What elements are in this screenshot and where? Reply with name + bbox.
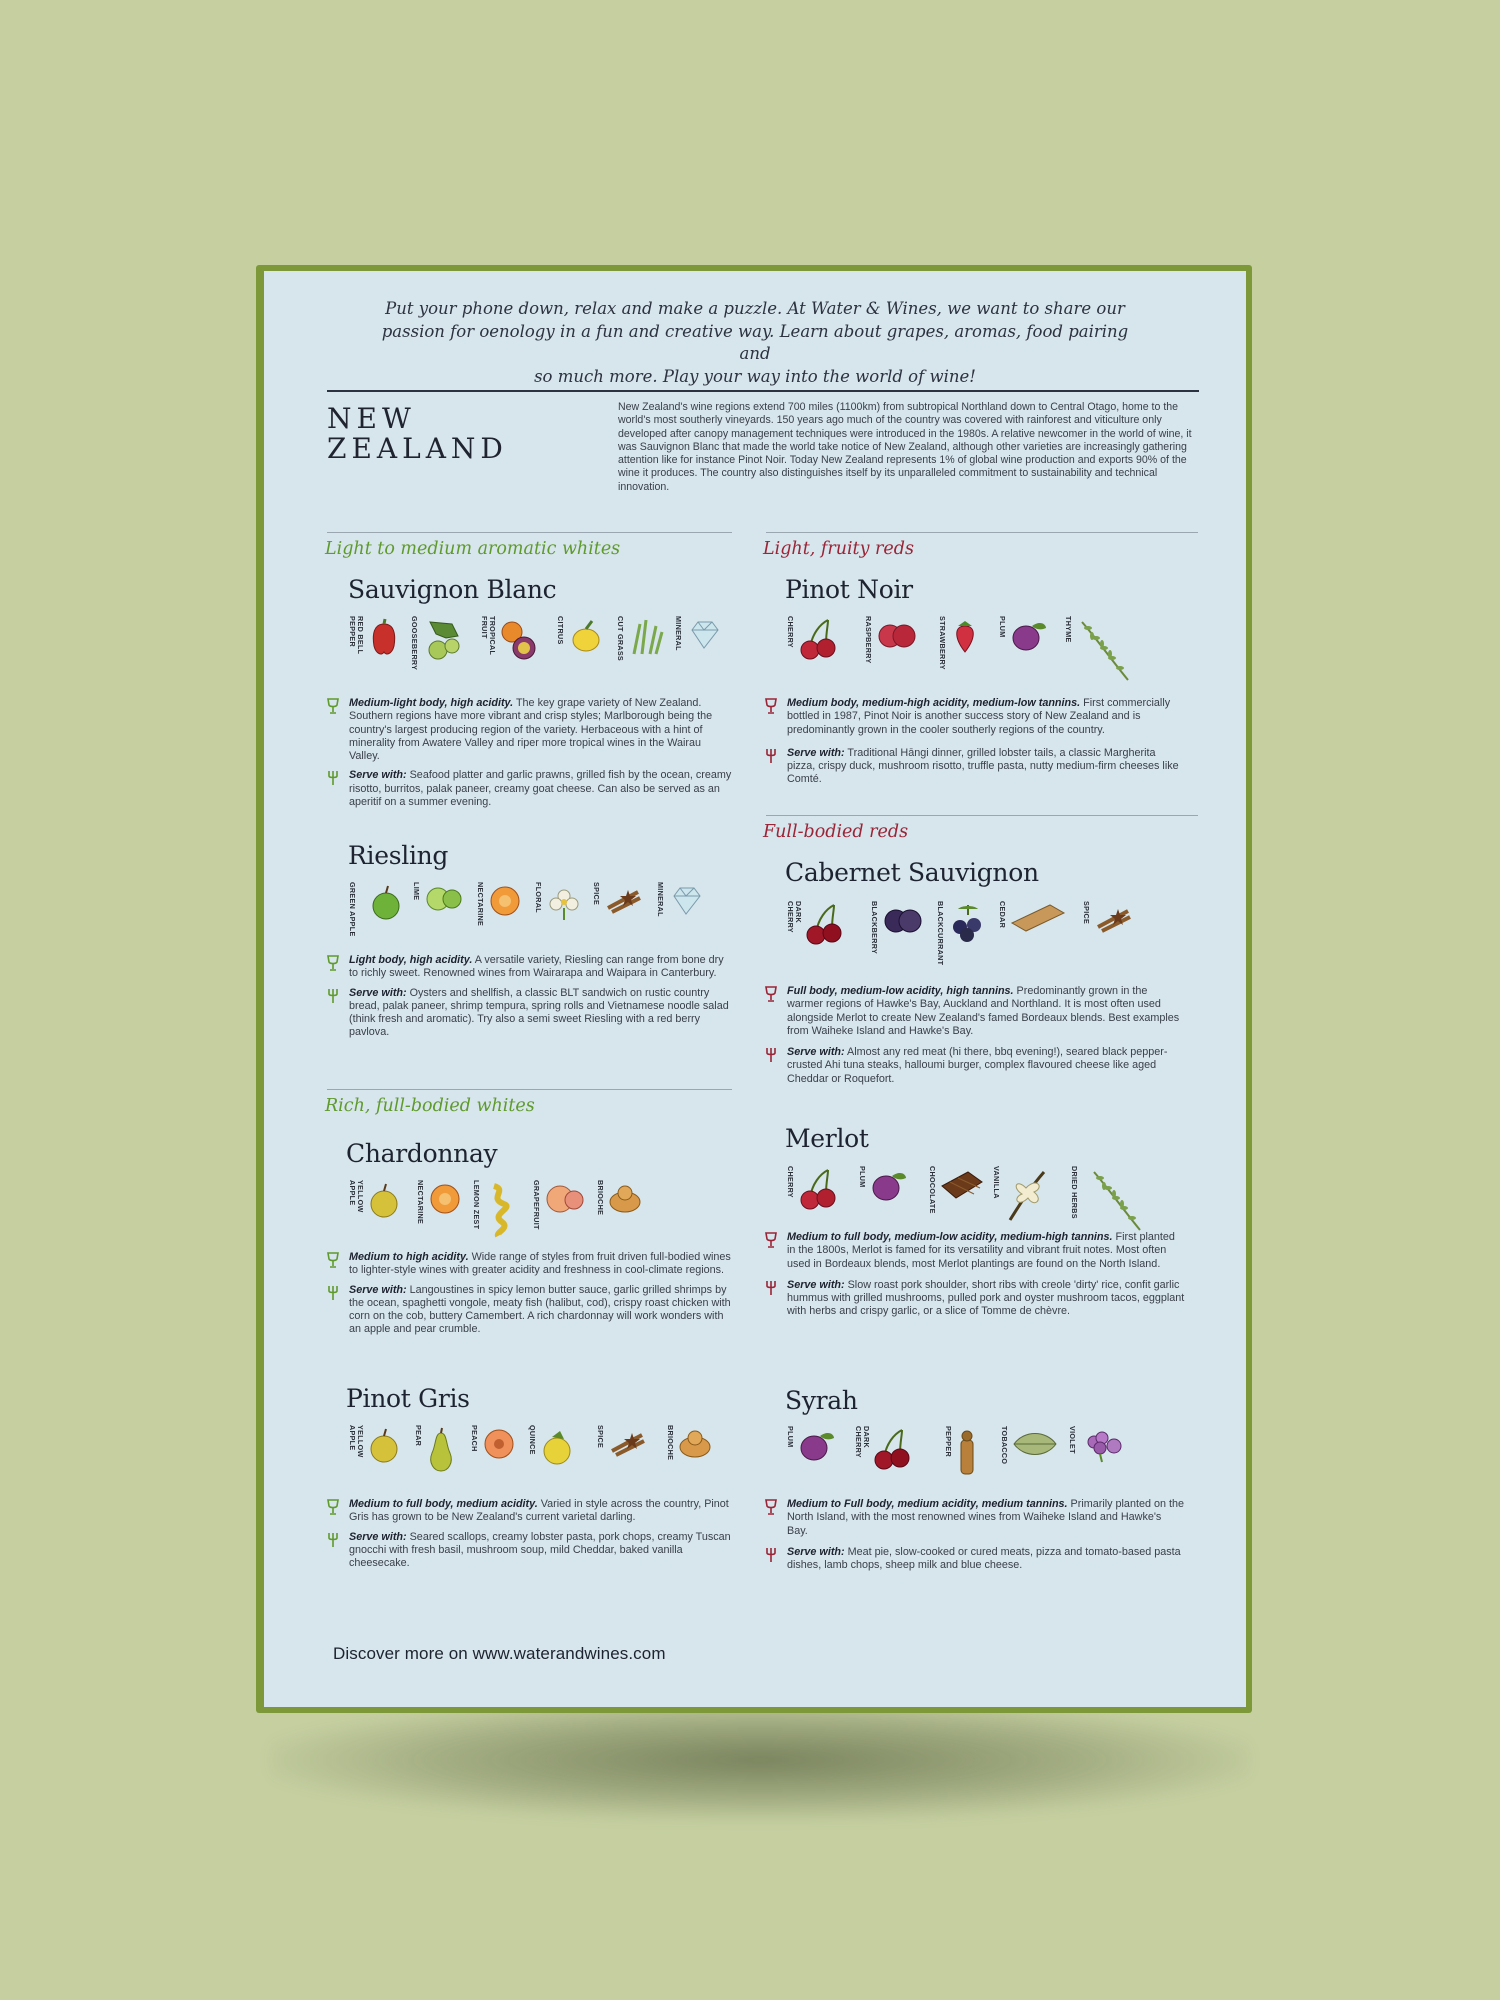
dried-herbs-icon bbox=[1088, 1168, 1144, 1232]
wine-title-chardonnay: Chardonnay bbox=[346, 1139, 498, 1168]
serve-text: Traditional Hāngi dinner, grilled lobster tails, a classic Margherita pizza, crispy duck, mushroom risotto, truffle pasta, nutty medium-firm cheeses like Comté. bbox=[787, 746, 1179, 786]
section-title-light-whites: Light to medium aromatic whites bbox=[325, 539, 621, 559]
aroma-label: DARK CHERRY bbox=[854, 1426, 871, 1458]
chocolate-icon bbox=[940, 1168, 984, 1202]
fork-icon bbox=[765, 1280, 777, 1296]
notes-pinot-gris bbox=[327, 1498, 732, 1570]
intro-line: so much more. Play your way into the world of wine! bbox=[534, 366, 976, 386]
yellow-apple-icon bbox=[368, 1182, 400, 1222]
strawberry-icon bbox=[950, 618, 980, 654]
section-rule bbox=[766, 532, 1198, 533]
serve-text: Oysters and shellfish, a classic BLT sandwich on rustic country bread, palak paneer, shrimp tempura, spring rolls and Vietnamese noodle salad (think fresh and aromatic). Try also a semi sweet Riesling with a red berry pavlova. bbox=[349, 986, 729, 1039]
aroma-label: NECTARINE bbox=[476, 882, 485, 927]
notes-pinot-noir bbox=[765, 697, 1185, 787]
serve-text: Seared scallops, creamy lobster pasta, pork chops, creamy Tuscan gnocchi with fresh basil, mushroom soup, mild Cheddar, baked vanilla cheesecake. bbox=[349, 1530, 731, 1570]
aroma-label: CHOCOLATE bbox=[928, 1166, 937, 1214]
body-lead: Full body, medium-low acidity, high tannins. bbox=[787, 985, 1014, 997]
aroma-label: CUT GRASS bbox=[616, 616, 625, 662]
country-name-line: NEW bbox=[327, 402, 416, 435]
aroma-label: BLACKBERRY bbox=[870, 901, 879, 955]
section-rule bbox=[766, 815, 1198, 816]
aroma-row-chardonnay bbox=[348, 1180, 728, 1240]
grapefruit-icon bbox=[544, 1182, 584, 1216]
section-title-light-reds: Light, fruity reds bbox=[763, 539, 914, 559]
aroma-row-pinot-noir bbox=[786, 616, 1186, 676]
serve-note bbox=[765, 1046, 1185, 1086]
fork-icon bbox=[327, 1285, 339, 1301]
mineral-icon bbox=[688, 618, 720, 652]
body-note bbox=[327, 954, 732, 981]
aroma-label: GREEN APPLE bbox=[348, 882, 357, 937]
serve-text: Almost any red meat (hi there, bbq evening!), seared black pepper-crusted Ahi tuna steaks, halloumi burger, complex flavoured cheese like aged Cheddar or Roquefort. bbox=[787, 1046, 1168, 1085]
body-text: Wide range of styles from fruit driven full-bodied wines to lighter-style wines with greater acidity and freshness in cool-climate regions. bbox=[349, 1251, 731, 1277]
yellow-apple-icon bbox=[368, 1427, 400, 1467]
body-note bbox=[765, 697, 1185, 737]
serve-text: Langoustines in spicy lemon butter sauce, garlic grilled shrimps by the ocean, spaghetti vongole, meaty fish (halibut, cod), crispy roast chicken with corn on the cob, buttery Camembert. A rich chardonnay will work wonders with an apple and pear crumble. bbox=[349, 1283, 731, 1336]
serve-note bbox=[327, 1284, 732, 1337]
wine-title-riesling: Riesling bbox=[348, 841, 449, 870]
raspberry-icon bbox=[876, 618, 918, 652]
body-lead: Medium to high acidity. bbox=[349, 1251, 469, 1263]
body-text: Varied in style across the country, Pinot Gris has grown to be New Zealand's current varietal darling. bbox=[349, 1498, 729, 1524]
serve-text: Seafood platter and garlic prawns, grilled fish by the ocean, creamy risotto, burritos, palak paneer, creamy goat cheese. Can also be served as an aperitif on a summer evening. bbox=[349, 769, 732, 809]
aroma-label: THYME bbox=[1064, 616, 1073, 643]
blackberry-icon bbox=[882, 903, 924, 937]
serve-text: Meat pie, slow-cooked or cured meats, pizza and tomato-based pasta dishes, lamb chops, sheep milk and blue cheese. bbox=[787, 1545, 1181, 1572]
pepper-mill-icon bbox=[956, 1428, 978, 1478]
aroma-row-pinot-gris bbox=[348, 1425, 728, 1485]
wine-title-syrah: Syrah bbox=[785, 1386, 858, 1415]
blackcurrant-icon bbox=[948, 903, 988, 943]
nectarine-icon bbox=[428, 1182, 462, 1216]
section-rule bbox=[327, 532, 732, 533]
body-lead: Medium body, medium-high acidity, medium-low tannins. bbox=[787, 697, 1081, 709]
info-panel bbox=[264, 271, 1246, 1707]
aroma-label: CITRUS bbox=[556, 616, 565, 645]
body-note bbox=[327, 1498, 732, 1525]
aroma-label: DRIED HERBS bbox=[1070, 1166, 1079, 1219]
dark-cherry-icon bbox=[872, 1428, 912, 1472]
notes-chardonnay bbox=[327, 1251, 732, 1337]
aroma-label: YELLOW APPLE bbox=[348, 1180, 365, 1213]
intro-line: Put your phone down, relax and make a puzzle. At Water & Wines, we want to share our bbox=[385, 299, 1125, 318]
header-rule bbox=[327, 390, 1199, 392]
pear-icon bbox=[426, 1427, 456, 1473]
intro-text bbox=[364, 298, 1146, 388]
aroma-label: STRAWBERRY bbox=[938, 616, 947, 670]
aroma-label: GOOSEBERRY bbox=[410, 616, 419, 671]
aroma-label: RASPBERRY bbox=[864, 616, 873, 664]
footer-link-text: Discover more on www.waterandwines.com bbox=[333, 1644, 666, 1663]
serve-note bbox=[327, 769, 732, 809]
fork-icon bbox=[765, 1547, 777, 1563]
plum-icon bbox=[1010, 618, 1050, 654]
aroma-label: BRIOCHE bbox=[666, 1425, 675, 1461]
cut-grass-icon bbox=[630, 618, 664, 658]
aroma-label: SPICE bbox=[596, 1425, 605, 1449]
body-lead: Medium to full body, medium acidity. bbox=[349, 1498, 538, 1510]
body-lead: Medium-light body, high acidity. bbox=[349, 697, 514, 709]
aroma-label: PEACH bbox=[470, 1425, 479, 1452]
body-lead: Light body, high acidity. bbox=[349, 954, 473, 966]
aroma-label: PLUM bbox=[998, 616, 1007, 638]
aroma-label: YELLOW APPLE bbox=[348, 1425, 365, 1458]
fork-icon bbox=[327, 770, 339, 786]
country-description: New Zealand's wine regions extend 700 miles (1100km) from subtropical Northland down to Central Otago, home to the world's most southerly vineyards. 150 years ago much of the country was covered with rainforest and viticulture only developed after canopy management techniques were introduced in the 1980s. A relative newcomer in the world of wine, it was Sauvignon Blanc that made the world take notice of New Zealand, although other varieties are increasingly gathering attention like for instance Pinot Noir. Today New Zealand represents 1% of global wine production and exports 90% of the wine it produces. The country also distinguishes itself by its unparalleled commitment to sustainability and technical innovation. bbox=[618, 401, 1192, 493]
cedar-icon bbox=[1010, 903, 1066, 933]
lime-icon bbox=[424, 884, 464, 914]
quince-icon bbox=[540, 1427, 574, 1467]
spice-icon bbox=[604, 884, 644, 914]
serve-lead: Serve with: bbox=[787, 746, 845, 759]
aroma-label: VIOLET bbox=[1068, 1426, 1077, 1454]
aroma-label: TOBACCO bbox=[1000, 1426, 1009, 1465]
aroma-label: LEMON ZEST bbox=[472, 1180, 481, 1230]
body-text: First commercially bottled in 1987, Pinot Noir is another success story of New Zealand and is predominantly grown in the cooler southerly regions of the country. bbox=[787, 697, 1171, 736]
aroma-label: MINERAL bbox=[674, 616, 683, 651]
serve-note bbox=[327, 1531, 732, 1571]
spice-icon bbox=[608, 1427, 648, 1457]
plum-icon bbox=[870, 1168, 910, 1204]
serve-lead: Serve with: bbox=[349, 1530, 407, 1543]
brioche-icon bbox=[608, 1182, 642, 1214]
fork-icon bbox=[765, 1047, 777, 1063]
lemon-zest-icon bbox=[484, 1182, 514, 1238]
aroma-label: GRAPEFRUIT bbox=[532, 1180, 541, 1230]
tropical-fruit-icon bbox=[498, 618, 540, 662]
body-text: First planted in the 1800s, Merlot is famed for its versatility and vibrant fruit notes. Most often used in Bordeaux blends, most Merlot plantings are found on the North Island. bbox=[787, 1231, 1175, 1270]
body-note bbox=[327, 697, 732, 763]
serve-note bbox=[327, 987, 732, 1040]
serve-note bbox=[765, 747, 1185, 787]
aroma-row-riesling bbox=[348, 882, 728, 942]
box-shadow bbox=[270, 1700, 1250, 1820]
aroma-label: TROPICAL FRUIT bbox=[480, 616, 497, 656]
serve-note bbox=[765, 1279, 1185, 1319]
body-text: A versatile variety, Riesling can range from bone dry to richly sweet. Renowned wines from Wairarapa and Waipara in Canterbury. bbox=[349, 954, 724, 980]
aroma-label: BLACKCURRANT bbox=[936, 901, 945, 966]
peach-icon bbox=[482, 1427, 516, 1461]
aroma-label: QUINCE bbox=[528, 1425, 537, 1455]
wine-title-sauvignon-blanc: Sauvignon Blanc bbox=[348, 575, 557, 604]
aroma-label: CHERRY bbox=[786, 616, 795, 648]
red-bell-pepper-icon bbox=[368, 618, 400, 658]
body-note bbox=[765, 1231, 1185, 1271]
aroma-label: CHERRY bbox=[786, 1166, 795, 1198]
aroma-label: VANILLA bbox=[992, 1166, 1001, 1199]
wine-glass-icon bbox=[765, 1499, 777, 1515]
intro-line: passion for oenology in a fun and creative way. Learn about grapes, aromas, food pairing and bbox=[381, 321, 1129, 363]
fork-icon bbox=[765, 748, 777, 764]
aroma-label: FLORAL bbox=[534, 882, 543, 913]
citrus-icon bbox=[570, 618, 604, 658]
mineral-icon bbox=[670, 884, 702, 918]
aroma-label: SPICE bbox=[592, 882, 601, 906]
body-lead: Medium to Full body, medium acidity, medium tannins. bbox=[787, 1498, 1068, 1510]
body-lead: Medium to full body, medium-low acidity, medium-high tannins. bbox=[787, 1231, 1113, 1243]
violet-icon bbox=[1080, 1428, 1126, 1464]
cherry-icon bbox=[798, 618, 838, 662]
notes-cabernet-sauvignon bbox=[765, 985, 1185, 1086]
plum-icon bbox=[798, 1428, 838, 1464]
body-text: Predominantly grown in the warmer regions of Hawke's Bay, Auckland and Northland. It is most often used alongside Merlot to create New Zealand's famed Bordeaux blends. Best examples from Waiheke Island and Hawke's Bay. bbox=[787, 985, 1180, 1037]
tobacco-leaf-icon bbox=[1012, 1428, 1058, 1460]
serve-lead: Serve with: bbox=[349, 1283, 407, 1296]
aroma-label: CEDAR bbox=[998, 901, 1007, 929]
section-title-full-reds: Full-bodied reds bbox=[763, 822, 909, 842]
wine-title-cabernet-sauvignon: Cabernet Sauvignon bbox=[785, 858, 1039, 887]
serve-lead: Serve with: bbox=[787, 1278, 845, 1291]
wine-glass-icon bbox=[765, 698, 777, 714]
country-name-line: ZEALAND bbox=[327, 432, 508, 465]
aroma-label: PEPPER bbox=[944, 1426, 953, 1457]
aroma-label: MINERAL bbox=[656, 882, 665, 917]
aroma-label: PEAR bbox=[414, 1425, 423, 1447]
wine-glass-icon bbox=[327, 1252, 339, 1268]
aroma-label: LIME bbox=[412, 882, 421, 901]
wine-title-pinot-gris: Pinot Gris bbox=[346, 1384, 470, 1413]
fork-icon bbox=[327, 988, 339, 1004]
body-text: Primarily planted on the North Island, with the most renowned wines from Waiheke Island and Hawke's Bay. bbox=[787, 1498, 1184, 1537]
serve-lead: Serve with: bbox=[787, 1046, 845, 1059]
aroma-row-cabernet-sauvignon bbox=[786, 901, 1186, 966]
aroma-label: RED BELL PEPPER bbox=[348, 616, 365, 655]
aroma-row-sauvignon-blanc bbox=[348, 616, 728, 676]
notes-merlot bbox=[765, 1231, 1185, 1319]
body-note bbox=[327, 1251, 732, 1278]
aroma-label: DARK CHERRY bbox=[786, 901, 803, 933]
aroma-row-merlot bbox=[786, 1166, 1186, 1226]
body-note bbox=[765, 985, 1185, 1038]
body-note bbox=[765, 1498, 1185, 1538]
aroma-label: PLUM bbox=[858, 1166, 867, 1188]
serve-text: Slow roast pork shoulder, short ribs with creole 'dirty' rice, confit garlic hummus with grilled mushrooms, pulled pork and oyster mushroom tacos, eggplant with herbs and crispy garlic, or a slice of Tomme de chèvre. bbox=[787, 1278, 1185, 1318]
country-title bbox=[327, 404, 508, 464]
body-text: The key grape variety of New Zealand. Southern regions have more vibrant and crisp styles; Marlborough being the country's largest producing region of the variety. Herbaceous with a hint of minerality from Awatere Valley and riper more tropical wines in the Wairau Valley. bbox=[349, 697, 713, 763]
green-apple-icon bbox=[370, 884, 402, 924]
notes-syrah bbox=[765, 1498, 1185, 1572]
floral-icon bbox=[546, 884, 582, 922]
wine-title-merlot: Merlot bbox=[785, 1124, 869, 1153]
wine-glass-icon bbox=[765, 986, 777, 1002]
serve-lead: Serve with: bbox=[349, 986, 407, 999]
serve-lead: Serve with: bbox=[349, 769, 407, 782]
dark-cherry-icon bbox=[804, 903, 844, 947]
notes-riesling bbox=[327, 954, 732, 1040]
serve-lead: Serve with: bbox=[787, 1545, 845, 1558]
wine-title-pinot-noir: Pinot Noir bbox=[785, 575, 913, 604]
thyme-icon bbox=[1076, 618, 1132, 682]
notes-sauvignon-blanc bbox=[327, 697, 732, 809]
brioche-icon bbox=[678, 1427, 712, 1459]
aroma-label: SPICE bbox=[1082, 901, 1091, 925]
cherry-icon bbox=[798, 1168, 838, 1212]
section-title-rich-whites: Rich, full-bodied whites bbox=[325, 1096, 535, 1116]
vanilla-icon bbox=[1004, 1168, 1048, 1224]
gooseberry-icon bbox=[422, 618, 462, 662]
fork-icon bbox=[327, 1532, 339, 1548]
wine-glass-icon bbox=[765, 1232, 777, 1248]
aroma-label: PLUM bbox=[786, 1426, 795, 1448]
section-rule bbox=[327, 1089, 732, 1090]
aroma-label: NECTARINE bbox=[416, 1180, 425, 1225]
wine-glass-icon bbox=[327, 1499, 339, 1515]
wine-glass-icon bbox=[327, 698, 339, 714]
serve-note bbox=[765, 1546, 1185, 1573]
aroma-row-syrah bbox=[786, 1426, 1186, 1486]
nectarine-icon bbox=[488, 884, 522, 918]
aroma-label: BRIOCHE bbox=[596, 1180, 605, 1216]
wine-glass-icon bbox=[327, 955, 339, 971]
spice-icon bbox=[1094, 903, 1134, 933]
